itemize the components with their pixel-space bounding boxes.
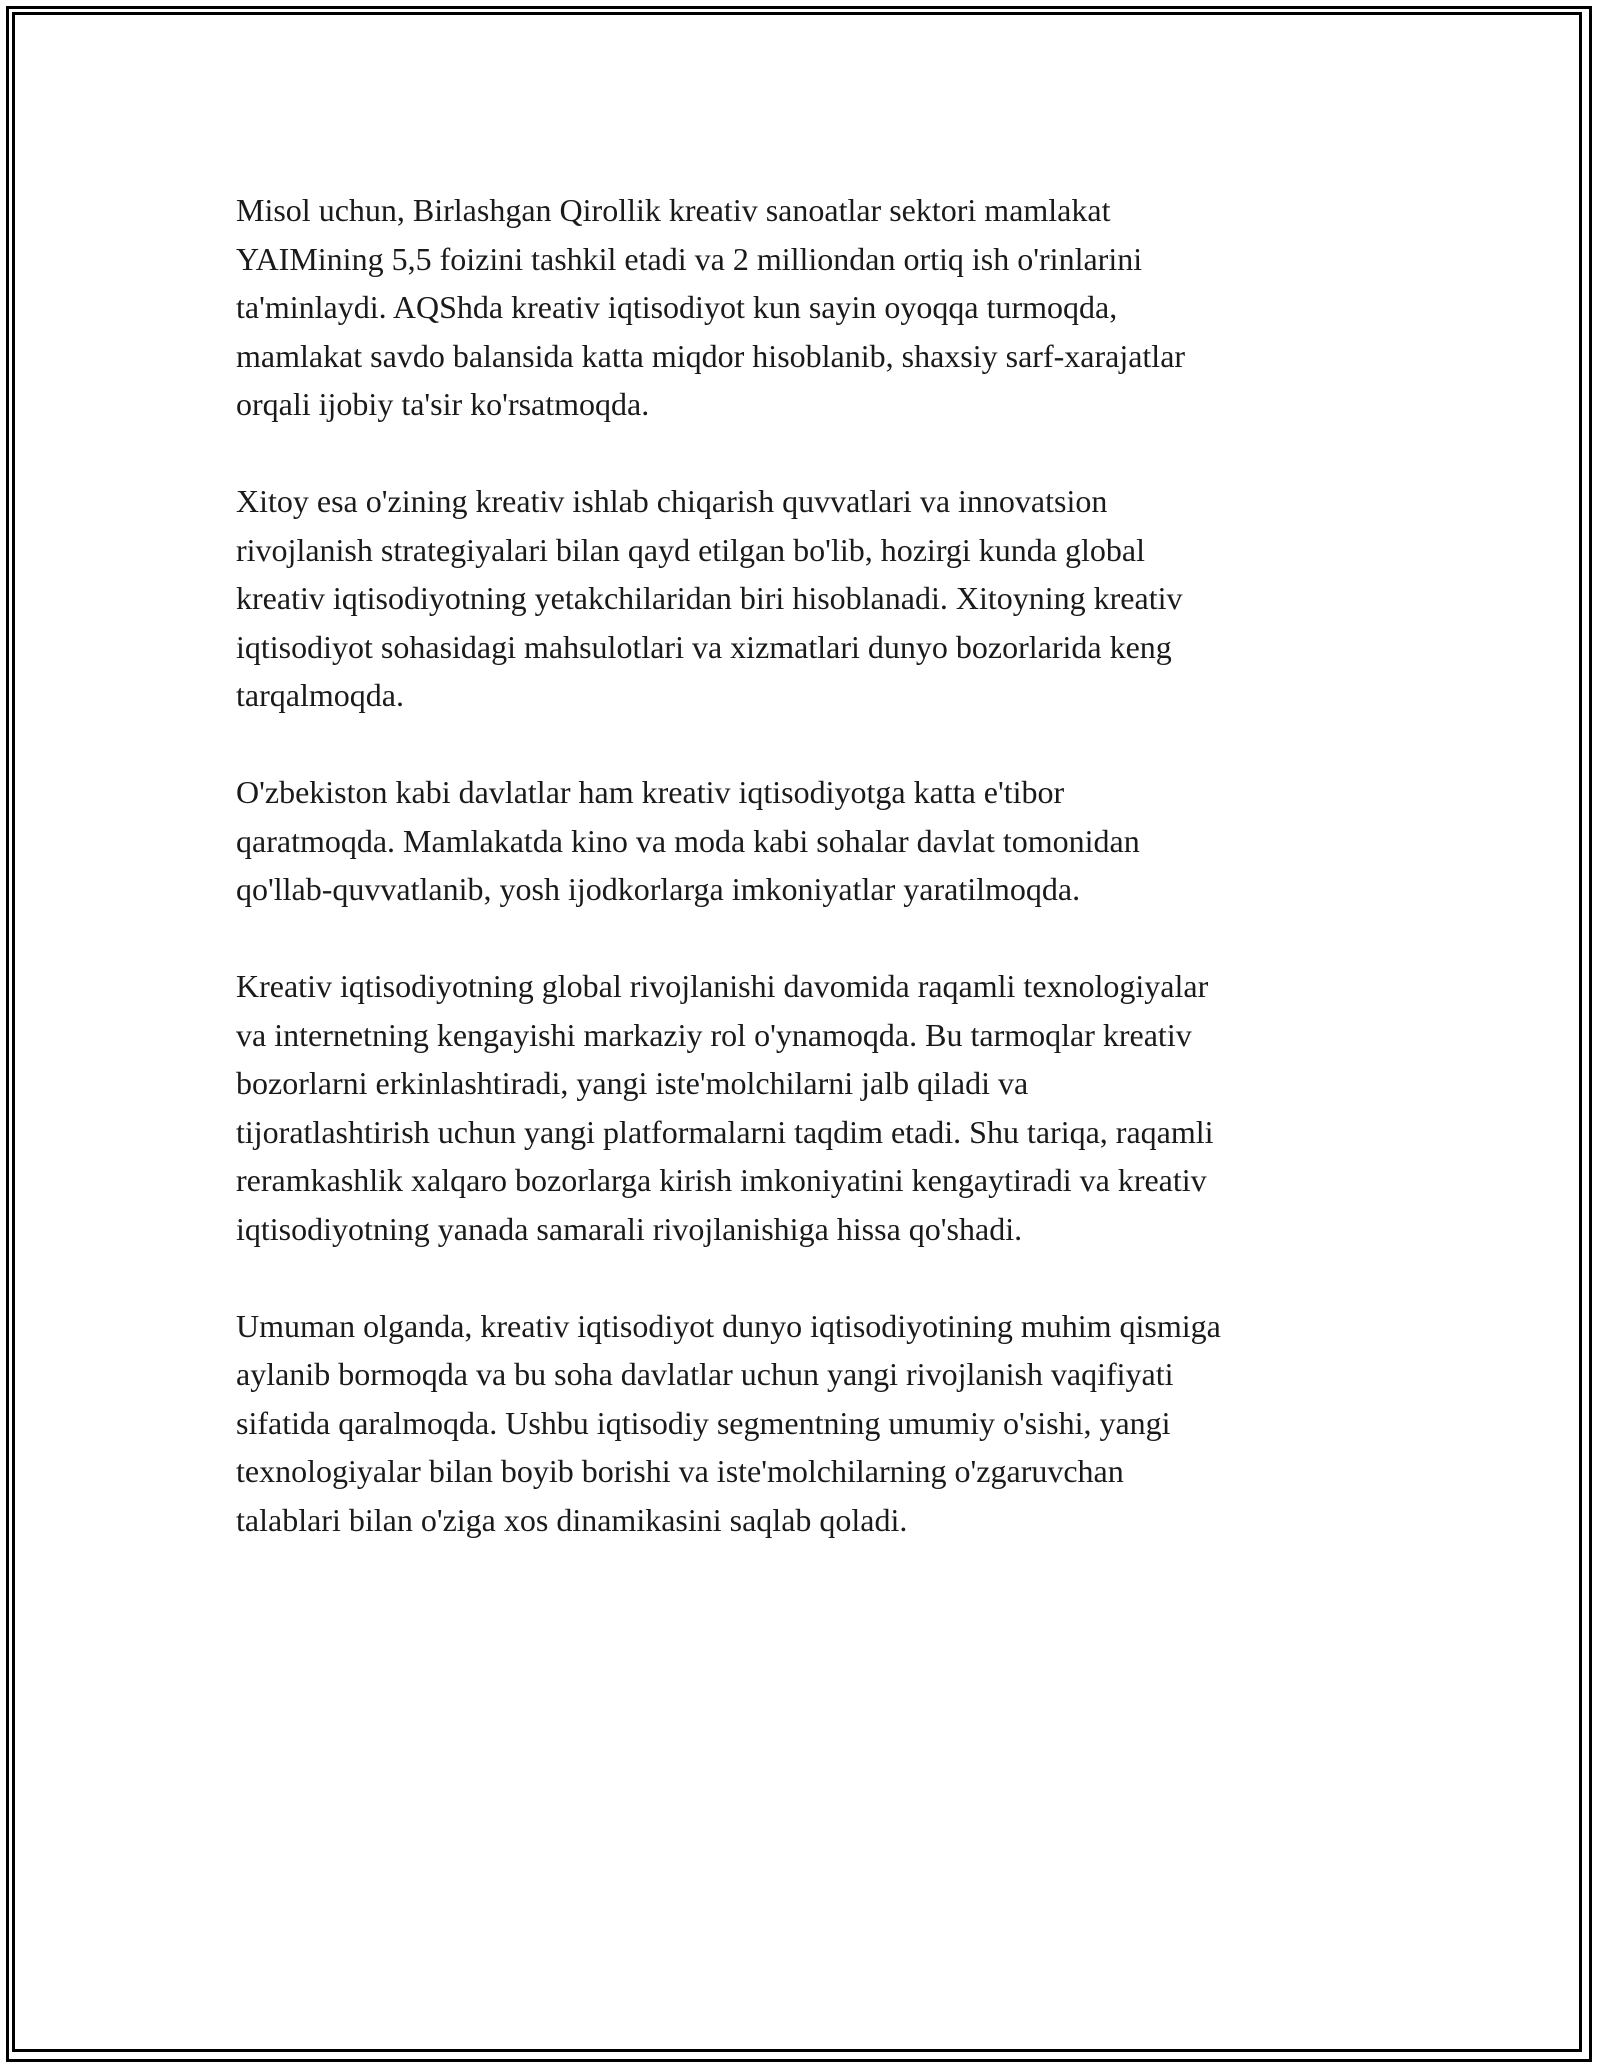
paragraph-2 [236,477,1376,720]
text-line: O'zbekiston kabi davlatlar ham kreativ iqtisodiyotga katta e'tibor [236,774,1065,810]
text-line: ta'minlaydi. AQShda kreativ iqtisodiyot kun sayin oyoqqa turmoqda, [236,289,1118,325]
text-line: Kreativ iqtisodiyotning global rivojlanishi davomida raqamli texnologiyalar [236,968,1209,1004]
text-line: bozorlarni erkinlashtiradi, yangi iste'molchilarni jalb qiladi va [236,1065,1029,1101]
text-line: rivojlanish strategiyalari bilan qayd etilgan bo'lib, hozirgi kunda global [236,531,1145,568]
text-line: aylanib bormoqda va bu soha davlatlar uchun yangi rivojlanish vaqifiyati [236,1356,1174,1392]
text-line: texnologiyalar bilan boyib borishi va iste'molchilarning o'zgaruvchan [236,1453,1124,1489]
text-line: orqali ijobiy ta'sir ko'rsatmoqda. [236,386,650,422]
text-line: sifatida qaralmoqda. Ushbu iqtisodiy segmentning umumiy o'sishi, yangi [236,1404,1171,1441]
text-line: reramkashlik xalqaro bozorlarga kirish imkoniyatini kengaytiradi va kreativ [236,1162,1207,1198]
text-line: Xitoy esa o'zining kreativ ishlab chiqarish quvvatlari va innovatsion [236,483,1108,519]
text-line: qaratmoqda. Mamlakatda kino va moda kabi sohalar davlat tomonidan [236,822,1140,859]
text-line: Umuman olganda, kreativ iqtisodiyot dunyo iqtisodiyotining muhim qismiga [236,1307,1221,1344]
text-line: iqtisodiyotning yanada samarali rivojlanishiga hissa qo'shadi. [236,1210,1023,1247]
paragraph-3 [236,768,1376,914]
text-line: Misol uchun, Birlashgan Qirollik kreativ sanoatlar sektori mamlakat [236,192,1111,228]
paragraph-5 [236,1302,1376,1545]
paragraph-4 [236,962,1376,1253]
text-line: kreativ iqtisodiyotning yetakchilaridan biri hisoblanadi. Xitoyning kreativ [236,580,1183,616]
text-line: iqtisodiyot sohasidagi mahsulotlari va xizmatlari dunyo bozorlarida keng [236,628,1172,665]
text-line: YAIMining 5,5 foizini tashkil etadi va 2 milliondan ortiq ish o'rinlarini [236,240,1143,277]
paragraph-1 [236,186,1376,429]
document-body [236,186,1376,1593]
text-line: tarqalmoqda. [236,677,404,713]
text-line: qo'llab-quvvatlanib, yosh ijodkorlarga imkoniyatlar yaratilmoqda. [236,871,1081,907]
text-line: va internetning kengayishi markaziy rol o'ynamoqda. Bu tarmoqlar kreativ [236,1016,1192,1053]
text-line: talablari bilan o'ziga xos dinamikasini saqlab qoladi. [236,1501,908,1538]
text-line: mamlakat savdo balansida katta miqdor hisoblanib, shaxsiy sarf-xarajatlar [236,337,1186,374]
text-line: tijoratlashtirish uchun yangi platformalarni taqdim etadi. Shu tariqa, raqamli [236,1113,1214,1150]
